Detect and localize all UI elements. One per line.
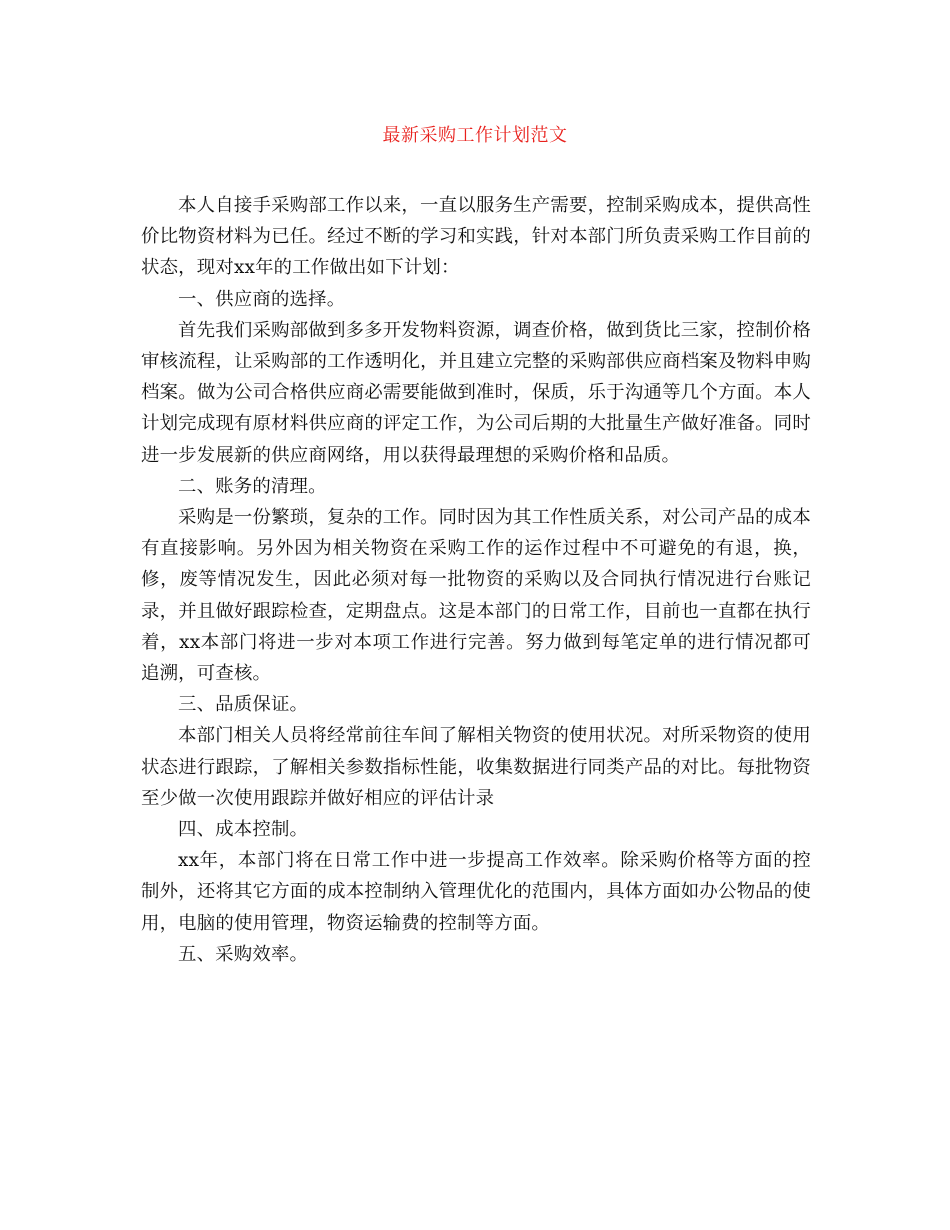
paragraph-cost: xx年，本部门将在日常工作中进一步提高工作效率。除采购价格等方面的控制外，还将其它方面的成本控制纳入管理优化的范围内，具体方面如办公物品的使用，电脑的使用管理，物资运输费的控制等方面。 bbox=[141, 850, 811, 934]
section-heading-cost: 四、成本控制。 bbox=[178, 819, 309, 841]
paragraph-quality: 本部门相关人员将经常前往车间了解相关物资的使用状况。对所采物资的使用状态进行跟踪，了解相关参数指标性能，收集数据进行同类产品的对比。每批物资至少做一次使用跟踪并做好相应的评估计录 bbox=[141, 725, 811, 809]
paragraph-suppliers: 首先我们采购部做到多多开发物料资源，调查价格，做到货比三家，控制价格审核流程，让采购部的工作透明化，并且建立完整的采购部供应商档案及物料申购档案。做为公司合格供应商必需要能做到准时，保质，乐于沟通等几个方面。本人计划完成现有原材料供应商的评定工作，为公司后期的大批量生产做好准备。同时进一步发展新的供应商网络，用以获得最理想的采购价格和品质。 bbox=[141, 319, 811, 466]
section-heading-efficiency: 五、采购效率。 bbox=[178, 943, 309, 965]
section-heading-quality: 三、品质保证。 bbox=[178, 694, 309, 716]
section-heading-suppliers: 一、供应商的选择。 bbox=[178, 288, 346, 310]
document-title: 最新采购工作计划范文 bbox=[382, 125, 568, 146]
document-body bbox=[141, 190, 811, 970]
paragraph-accounts: 采购是一份繁琐，复杂的工作。同时因为其工作性质关系，对公司产品的成本有直接影响。另外因为相关物资在采购工作的运作过程中不可避免的有退，换，修，废等情况发生，因此必须对每一批物资的采购以及合同执行情况进行台账记录，并且做好跟踪检查，定期盘点。这是本部门的日常工作，目前也一直都在执行着，xx本部门将进一步对本项工作进行完善。努力做到每笔定单的进行情况都可追溯，可查核。 bbox=[141, 507, 811, 685]
section-heading-accounts: 二、账务的清理。 bbox=[178, 475, 327, 497]
intro-paragraph: 本人自接手采购部工作以来，一直以服务生产需要，控制采购成本，提供高性价比物资材料为已任。经过不断的学习和实践，针对本部门所负责采购工作目前的状态，现对xx年的工作做出如下计划： bbox=[141, 195, 811, 279]
